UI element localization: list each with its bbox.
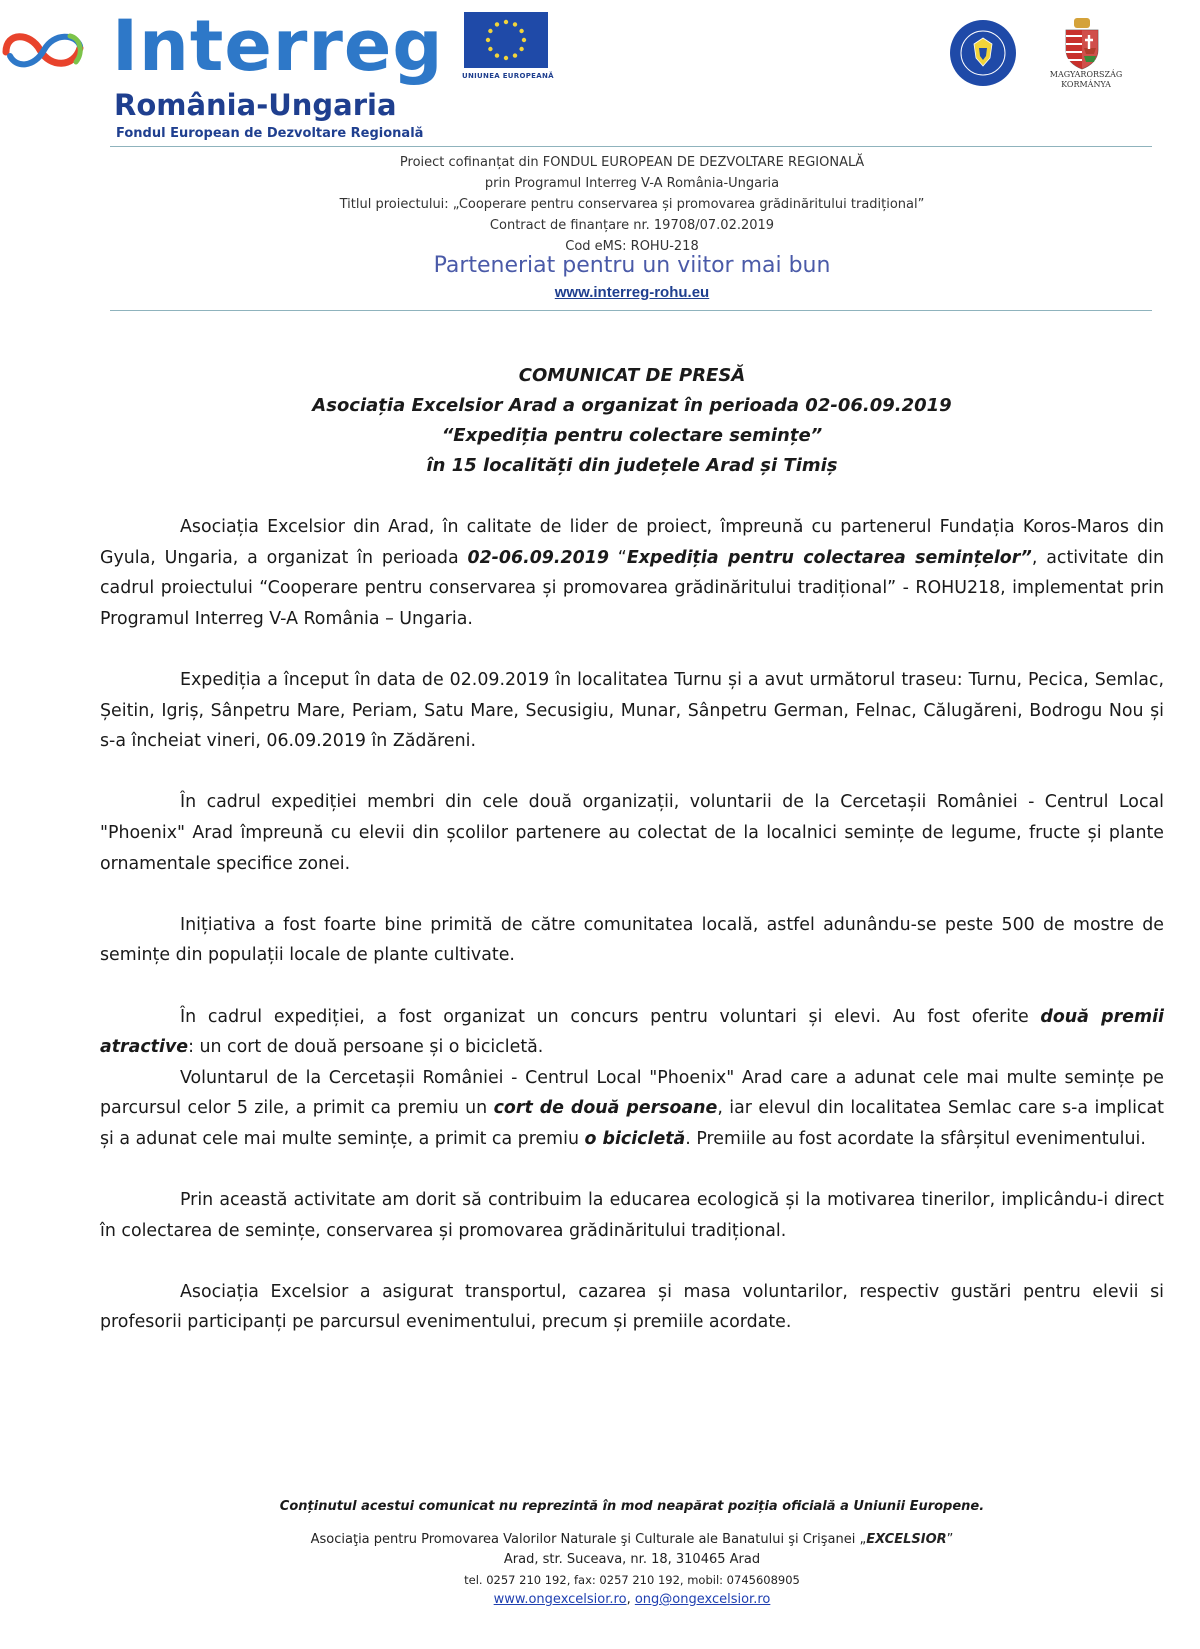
project-line2: prin Programul Interreg V-A România-Ungaria <box>484 176 780 191</box>
eu-caption: UNIUNEA EUROPEANĂ <box>462 72 554 80</box>
project-line3: Titlul proiectului: „Cooperare pentru conservarea și promovarea grădinăritului tradițional” <box>339 197 925 212</box>
eu-disclaimer: Conținutul acestui comunicat nu reprezintă în mod neapărat poziția oficială a Uniunii Europene. <box>279 1499 985 1514</box>
p1-text: Asociația Excelsior din Arad, în calitate de lider de proiect, împreună cu partenerul Fundația Koros-Maros din Gyula, Ungaria, a organizat în perioada <box>100 517 1164 568</box>
p6-bicycle: o bicicletă <box>584 1128 686 1149</box>
p6-rest: . Premiile au fost acordate la sfârșitul evenimentului. <box>685 1128 1146 1149</box>
org-website-link[interactable]: www.ongexcelsior.ro <box>493 1592 627 1607</box>
p1-period: 02-06.09.2019 <box>467 547 609 568</box>
org-phones: tel. 0257 210 192, fax: 0257 210 192, mobil: 0745608905 <box>464 1573 800 1587</box>
org-name-excelsior: EXCELSIOR <box>866 1532 947 1547</box>
hu-caption-line2: KORMÁNYA <box>1061 80 1111 89</box>
title-line1: COMUNICAT DE PRESĂ <box>518 365 746 386</box>
p5-prizes: două premii atractive <box>100 1006 1164 1058</box>
romanian-government-seal-icon <box>948 18 1018 88</box>
interreg-region: România-Ungaria <box>114 88 397 122</box>
p5-text: În cadrul expediției, a fost organizat un concurs pentru voluntari și elevi. Au fost oferite <box>180 1006 1041 1027</box>
org-links <box>0 1590 1200 1610</box>
header-divider-bottom <box>110 310 1152 311</box>
project-slogan: Parteneriat pentru un viitor mai bun <box>433 253 831 278</box>
paragraph-winners <box>100 1063 1164 1155</box>
paragraph-route: Expediția a început în data de 02.09.2019 în localitatea Turnu și a avut următorul traseu: Turnu, Pecica, Semlac, Șeitin, Igriș, Sânpetru Mare, Periam, Satu Mare, Secusigiu, Munar, Sânpetru German, Felnac, Călugăreni, Bodrogu Nou și s-a încheiat vineri, 06.09.2019 în Zădăreni. <box>100 669 1164 752</box>
interreg-website-link[interactable]: www.interreg-rohu.eu <box>554 284 710 301</box>
p6-text: Voluntarul de la Cercetașii României - Centrul Local "Phoenix" Arad care a adunat cele mai multe semințe pe parcursul celor 5 zile, a primit ca premiu un <box>100 1067 1164 1119</box>
interreg-wordmark: Interreg <box>112 5 444 87</box>
org-name-quote: ” <box>946 1532 954 1547</box>
p5-rest: : un cort de două persoane și o bicicletă. <box>188 1037 544 1058</box>
hungarian-coat-of-arms-icon <box>1060 18 1104 70</box>
p1-quote: “ <box>608 547 627 568</box>
paragraph-purpose: Prin această activitate am dorit să contribuim la educarea ecologică și la motivarea tinerilor, implicându-i direct în colectarea de semințe, conservarea și promovarea grădinăritului tradițional. <box>100 1190 1164 1241</box>
header-divider-top <box>110 146 1152 147</box>
title-line4: în 15 localități din județele Arad și Timiș <box>426 455 838 476</box>
org-address: Arad, str. Suceava, nr. 18, 310465 Arad <box>503 1552 761 1567</box>
paragraph-logistics: Asociația Excelsior a asigurat transportul, cazarea și masa voluntarilor, respectiv gustări pentru elevii si profesorii participanți pe parcursul evenimentului, precum și premiile acordate. <box>100 1281 1164 1333</box>
paragraph-participants: În cadrul expediției membri din cele două organizații, voluntarii de la Cercetașii României - Centrul Local "Phoenix" Arad împreună cu elevii din școlilor partenere au colectat de la localnici semințe de legume, fructe și plante ornamentale specifice zonei. <box>100 792 1164 874</box>
p6-middle: , iar elevul din localitatea Semlac care s-a implicat și a adunat cele mai multe semințe, a primit ca premiu <box>100 1098 1164 1149</box>
organization-footer <box>0 1530 1200 1610</box>
p1-expedition-name: Expediția pentru colectarea semințelor” <box>626 547 1032 568</box>
project-info <box>0 152 1200 257</box>
title-line3: “Expediția pentru colectare semințe” <box>441 425 823 446</box>
org-name-text: Asociaţia pentru Promovarea Valorilor Naturale şi Culturale ale Banatului şi Crişanei „ <box>310 1532 867 1547</box>
p6-tent: cort de două persoane <box>493 1098 718 1119</box>
paragraph-reception: Inițiativa a fost foarte bine primită de către comunitatea locală, astfel adunându-se peste 500 de mostre de semințe din populații locale de plante cultivate. <box>100 914 1164 966</box>
project-line5: Cod eMS: ROHU-218 <box>565 239 699 254</box>
hungarian-government-caption <box>1036 70 1136 90</box>
title-line2: Asociația Excelsior Arad a organizat în perioada 02-06.09.2019 <box>312 395 952 416</box>
org-email-link[interactable]: ong@ongexcelsior.ro <box>634 1592 771 1607</box>
interreg-swirl-icon <box>0 22 88 78</box>
project-line1: Proiect cofinanțat din FONDUL EUROPEAN DE DEZVOLTARE REGIONALĂ <box>399 155 865 170</box>
press-release-body <box>100 512 1164 1338</box>
eu-flag-icon <box>464 12 548 68</box>
paragraph-contest <box>100 1002 1164 1063</box>
paragraph-intro <box>100 512 1164 634</box>
p1-rest: , activitate din cadrul proiectului “Cooperare pentru conservarea și promovarea grădinăritului tradițional” - ROHU218, implementat prin Programul Interreg V-A România – Ungaria. <box>100 547 1164 629</box>
org-name <box>0 1530 1200 1550</box>
interreg-fund: Fondul European de Dezvoltare Regională <box>116 126 424 141</box>
org-links-separator: , <box>626 1592 635 1607</box>
press-release-title <box>0 361 1200 481</box>
hu-caption-line1: MAGYARORSZÁG <box>1049 70 1123 79</box>
project-line4: Contract de finanțare nr. 19708/07.02.2019 <box>489 218 775 233</box>
